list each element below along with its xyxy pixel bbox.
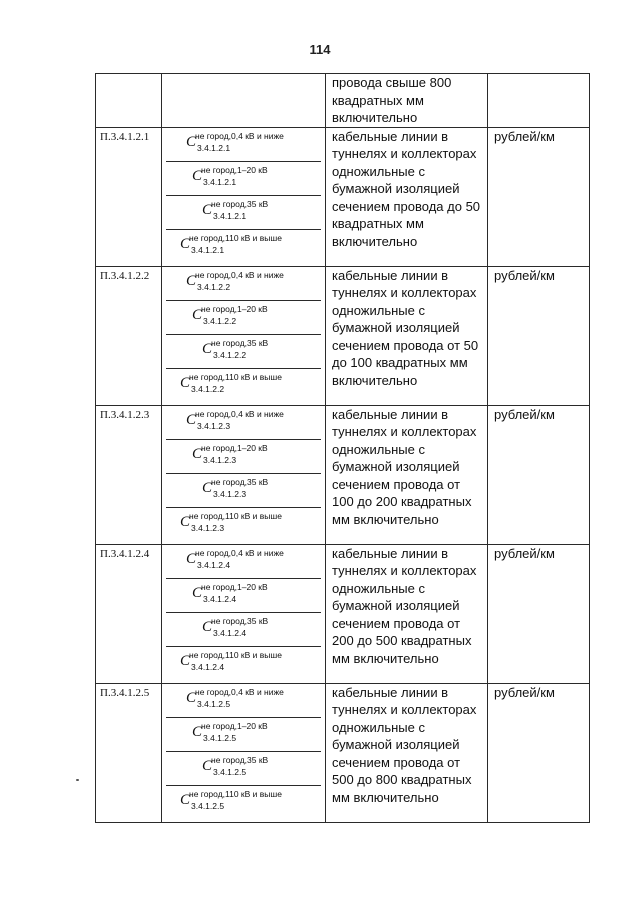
cost-subscript: 3.4.1.2.5 <box>191 800 225 811</box>
cost-superscript: не город,0,4 кВ и ниже <box>195 269 284 280</box>
cost-symbol <box>166 335 321 369</box>
cost-subscript: 3.4.1.2.2 <box>197 281 231 292</box>
cost-superscript: не город,1–20 кВ <box>201 720 268 731</box>
cost-superscript: не город,110 кВ и выше <box>189 232 282 243</box>
code-cell: П.3.4.1.2.5 <box>96 683 162 822</box>
cost-superscript: не город,35 кВ <box>211 337 269 348</box>
unit-cell: рублей/км <box>488 683 590 822</box>
symbol-cell <box>162 127 326 266</box>
page-number: 114 <box>309 42 331 57</box>
cost-symbol <box>166 647 321 681</box>
cost-letter: C <box>202 479 213 496</box>
cost-symbol <box>166 752 321 786</box>
cost-subscript: 3.4.1.2.5 <box>203 732 237 743</box>
cost-subscript: 3.4.1.2.1 <box>203 176 237 187</box>
table-row <box>96 405 590 544</box>
cost-subscript: 3.4.1.2.1 <box>213 210 247 221</box>
cost-letter: C <box>202 340 213 357</box>
cost-superscript: не город,1–20 кВ <box>201 303 268 314</box>
unit-cell <box>488 74 590 128</box>
cost-letter: C <box>192 167 203 184</box>
cost-subscript: 3.4.1.2.5 <box>197 698 231 709</box>
cost-letter: C <box>186 689 197 706</box>
symbol-cell <box>162 266 326 405</box>
cost-subscript: 3.4.1.2.4 <box>191 661 225 672</box>
unit-cell: рублей/км <box>488 544 590 683</box>
cost-subscript: 3.4.1.2.1 <box>197 142 231 153</box>
cost-symbol <box>166 196 321 230</box>
cost-symbol <box>166 406 321 440</box>
code-cell: П.3.4.1.2.3 <box>96 405 162 544</box>
cost-symbol <box>166 440 321 474</box>
symbol-cell <box>162 683 326 822</box>
cost-symbol <box>166 474 321 508</box>
cost-subscript: 3.4.1.2.5 <box>213 766 247 777</box>
cost-symbol <box>166 613 321 647</box>
cost-subscript: 3.4.1.2.4 <box>203 593 237 604</box>
cost-superscript: не город,110 кВ и выше <box>189 788 282 799</box>
cost-letter: C <box>180 791 191 808</box>
cost-superscript: не город,0,4 кВ и ниже <box>195 130 284 141</box>
cost-superscript: не город,110 кВ и выше <box>189 649 282 660</box>
cost-letter: C <box>180 235 191 252</box>
symbol-cell <box>162 405 326 544</box>
cost-superscript: не город,1–20 кВ <box>201 164 268 175</box>
table-row <box>96 683 590 822</box>
cost-subscript: 3.4.1.2.4 <box>213 627 247 638</box>
cost-superscript: не город,0,4 кВ и ниже <box>195 408 284 419</box>
table-row <box>96 74 590 128</box>
cost-symbol <box>166 162 321 196</box>
scan-speck <box>76 779 79 781</box>
cost-symbol <box>166 267 321 301</box>
cost-letter: C <box>186 133 197 150</box>
cost-symbol <box>166 718 321 752</box>
cost-symbol <box>166 301 321 335</box>
cost-subscript: 3.4.1.2.3 <box>197 420 231 431</box>
cost-letter: C <box>192 584 203 601</box>
cost-superscript: не город,0,4 кВ и ниже <box>195 547 284 558</box>
cost-subscript: 3.4.1.2.2 <box>203 315 237 326</box>
table-row <box>96 544 590 683</box>
description-cell: кабельные линии в туннелях и коллекторах одножильные с бумажной изоляцией сечением провода от 500 до 800 квадратных мм включительно <box>326 683 488 822</box>
cost-symbol <box>166 128 321 162</box>
cost-subscript: 3.4.1.2.3 <box>203 454 237 465</box>
cost-letter: C <box>202 201 213 218</box>
cost-symbol <box>166 579 321 613</box>
cost-subscript: 3.4.1.2.2 <box>213 349 247 360</box>
code-cell: П.3.4.1.2.1 <box>96 127 162 266</box>
cost-superscript: не город,1–20 кВ <box>201 581 268 592</box>
cost-subscript: 3.4.1.2.3 <box>191 522 225 533</box>
cost-symbol <box>166 508 321 542</box>
cost-letter: C <box>202 757 213 774</box>
cost-letter: C <box>180 652 191 669</box>
cost-letter: C <box>192 306 203 323</box>
code-cell: П.3.4.1.2.4 <box>96 544 162 683</box>
description-cell: кабельные линии в туннелях и коллекторах одножильные с бумажной изоляцией сечением провода от 200 до 500 квадратных мм включительно <box>326 544 488 683</box>
tariff-table <box>95 73 590 823</box>
description-cell: кабельные линии в туннелях и коллекторах одножильные с бумажной изоляцией сечением провода от 50 до 100 квадратных мм включительно <box>326 266 488 405</box>
table-row <box>96 266 590 405</box>
description-cell: кабельные линии в туннелях и коллекторах одножильные с бумажной изоляцией сечением провода до 50 квадратных мм включительно <box>326 127 488 266</box>
cost-symbol <box>166 684 321 718</box>
cost-letter: C <box>180 513 191 530</box>
code-cell <box>96 74 162 128</box>
table-row <box>96 127 590 266</box>
cost-superscript: не город,35 кВ <box>211 754 269 765</box>
cost-subscript: 3.4.1.2.3 <box>213 488 247 499</box>
symbol-cell <box>162 74 326 128</box>
description-cell: провода свыше 800 квадратных мм включительно <box>326 74 488 128</box>
cost-symbol <box>166 786 321 820</box>
symbol-cell <box>162 544 326 683</box>
description-cell: кабельные линии в туннелях и коллекторах одножильные с бумажной изоляцией сечением провода от 100 до 200 квадратных мм включительно <box>326 405 488 544</box>
unit-cell: рублей/км <box>488 405 590 544</box>
cost-letter: C <box>180 374 191 391</box>
code-cell: П.3.4.1.2.2 <box>96 266 162 405</box>
cost-subscript: 3.4.1.2.4 <box>197 559 231 570</box>
cost-symbol <box>166 545 321 579</box>
cost-subscript: 3.4.1.2.1 <box>191 244 225 255</box>
unit-cell: рублей/км <box>488 127 590 266</box>
cost-superscript: не город,1–20 кВ <box>201 442 268 453</box>
cost-letter: C <box>192 723 203 740</box>
unit-cell: рублей/км <box>488 266 590 405</box>
cost-letter: C <box>202 618 213 635</box>
cost-superscript: не город,0,4 кВ и ниже <box>195 686 284 697</box>
cost-superscript: не город,110 кВ и выше <box>189 510 282 521</box>
cost-superscript: не город,35 кВ <box>211 198 269 209</box>
cost-superscript: не город,35 кВ <box>211 615 269 626</box>
cost-letter: C <box>192 445 203 462</box>
cost-subscript: 3.4.1.2.2 <box>191 383 225 394</box>
cost-letter: C <box>186 411 197 428</box>
cost-symbol <box>166 369 321 403</box>
cost-symbol <box>166 230 321 264</box>
cost-superscript: не город,35 кВ <box>211 476 269 487</box>
cost-letter: C <box>186 550 197 567</box>
cost-superscript: не город,110 кВ и выше <box>189 371 282 382</box>
cost-letter: C <box>186 272 197 289</box>
